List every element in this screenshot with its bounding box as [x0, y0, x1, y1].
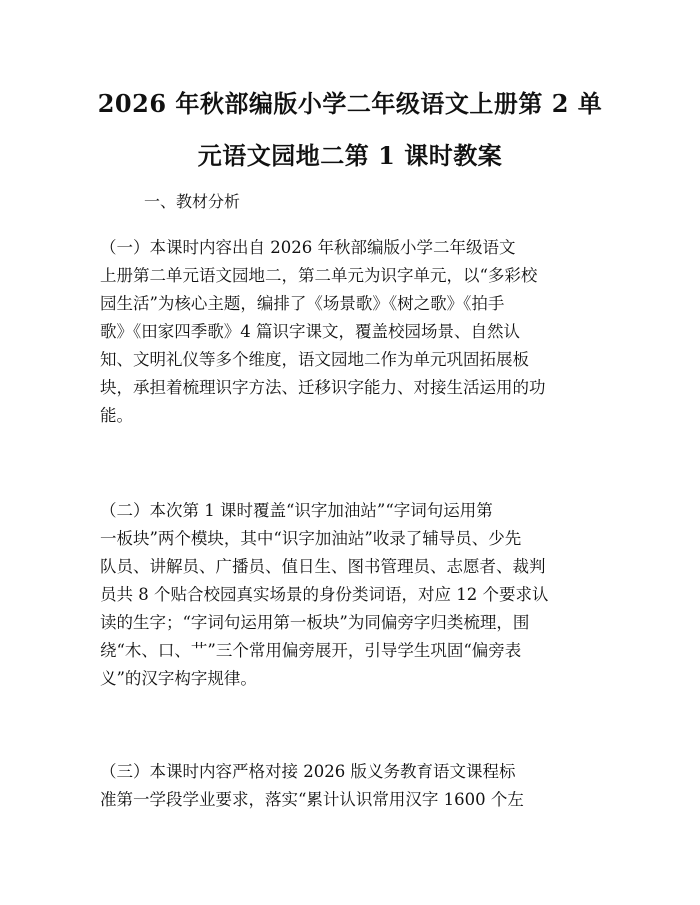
paragraph-line: 绕“木、口、艹”三个常用偏旁展开，引导学生巩固“偏旁表 — [100, 641, 522, 660]
paragraph-line: 园生活”为核心主题，编排了《场景歌》《树之歌》《拍手 — [100, 294, 505, 313]
document-title — [60, 78, 640, 182]
paragraph-1 — [100, 234, 640, 430]
paragraph-line: （二）本次第 1 课时覆盖“识字加油站”“字词句运用第 — [100, 501, 493, 520]
section-heading: 一、教材分析 — [144, 192, 241, 211]
paragraph-line: 一板块”两个模块，其中“识字加油站”收录了辅导员、少先 — [100, 529, 522, 548]
title-line: 2026 年秋部编版小学二年级语文上册第 2 单 — [97, 89, 603, 118]
paragraph-2 — [100, 497, 640, 693]
paragraph-line: 块，承担着梳理识字方法、迁移识字能力、对接生活运用的功 — [100, 378, 546, 397]
paragraph-line: 准第一学段学业要求，落实“累计认识常用汉字 1600 个左 — [100, 790, 524, 809]
paragraph-line: （一）本课时内容出自 2026 年秋部编版小学二年级语文 — [100, 238, 516, 257]
paragraph-line: 读的生字；“字词句运用第一板块”为同偏旁字归类梳理，围 — [100, 613, 530, 632]
paragraph-line: 义”的汉字构字规律。 — [100, 669, 257, 688]
paragraph-line: 上册第二单元语文园地二，第二单元为识字单元，以“多彩校 — [100, 266, 538, 285]
paragraph-line: 知、文明礼仪等多个维度，语文园地二作为单元巩固拓展板 — [100, 350, 529, 369]
paragraph-line: 歌》《田家四季歌》4 篇识字课文，覆盖校园场景、自然认 — [100, 322, 520, 341]
paragraph-line: 员共 8 个贴合校园真实场景的身份类词语，对应 12 个要求认 — [100, 585, 549, 604]
paragraph-line: 能。 — [100, 406, 133, 425]
title-line: 元语文园地二第 1 课时教案 — [197, 141, 503, 170]
paragraph-line: 队员、讲解员、广播员、值日生、图书管理员、志愿者、裁判 — [100, 557, 546, 576]
paragraph-3 — [100, 758, 640, 814]
paragraph-line: （三）本课时内容严格对接 2026 版义务教育语文课程标 — [100, 762, 516, 781]
